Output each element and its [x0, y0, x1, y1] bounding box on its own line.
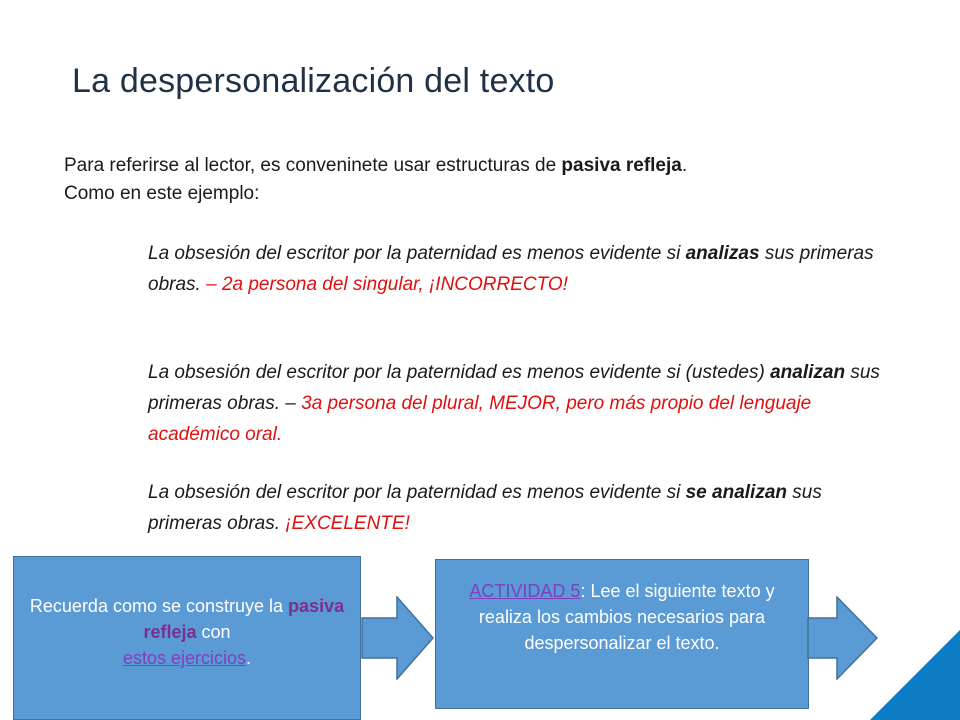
- arrow-right-icon: [361, 596, 435, 680]
- example-1-verb: analizas: [685, 243, 760, 264]
- reminder-bold-term: pasiva refleja: [143, 596, 345, 642]
- activity-box: [435, 559, 809, 709]
- example-1-note: – 2a persona del singular, ¡INCORRECTO!: [206, 274, 568, 295]
- reminder-text: Recuerda como se construye la: [29, 596, 289, 616]
- example-3-verb: se analizan: [685, 482, 787, 503]
- intro-period: .: [681, 155, 688, 176]
- example-3-text: La obsesión del escritor por la paternidad es menos evidente si: [148, 482, 686, 503]
- reminder-period: .: [246, 648, 252, 668]
- exercises-link[interactable]: estos ejercicios: [122, 648, 247, 668]
- intro-paragraph: [64, 152, 904, 208]
- reminder-text-mid: con: [196, 622, 231, 642]
- intro-line2: Como en este ejemplo:: [64, 183, 260, 204]
- example-2-verb: analizan: [770, 362, 846, 383]
- corner-triangle-decoration: [870, 630, 960, 720]
- intro-text: Para referirse al lector, es conveninete usar estructuras de: [64, 155, 562, 176]
- reminder-box: [13, 556, 361, 720]
- example-2-rest: sus primeras obras. –: [148, 362, 880, 414]
- example-3: [148, 477, 888, 539]
- activity-5-link[interactable]: ACTIVIDAD 5: [469, 581, 581, 601]
- example-3-note: ¡EXCELENTE!: [285, 513, 410, 534]
- example-3-rest: sus primeras obras.: [148, 482, 822, 534]
- example-2: [148, 357, 888, 450]
- example-1: [148, 238, 888, 300]
- example-2-text: La obsesión del escritor por la paternidad es menos evidente si (ustedes): [148, 362, 771, 383]
- intro-bold-term: pasiva refleja: [561, 155, 682, 176]
- example-1-text: La obsesión del escritor por la paternidad es menos evidente si: [148, 243, 686, 264]
- page-title: La despersonalización del texto: [72, 62, 555, 100]
- example-1-rest: sus primeras obras.: [148, 243, 874, 295]
- example-2-note: 3a persona del plural, MEJOR, pero más propio del lenguaje académico oral.: [148, 393, 812, 445]
- activity-text: : Lee el siguiente texto y realiza los cambios necesarios para despersonalizar el texto.: [478, 581, 775, 653]
